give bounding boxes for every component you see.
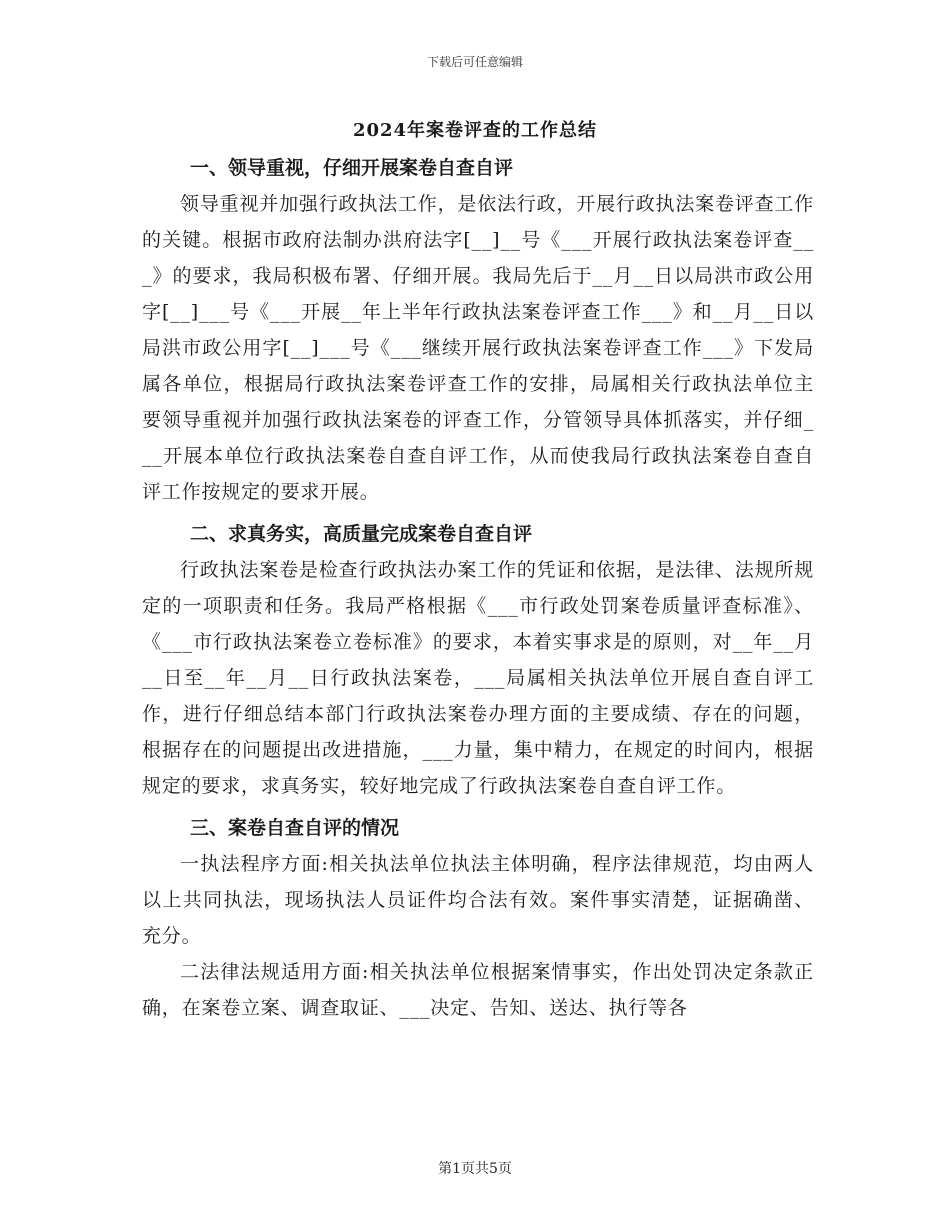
paragraph: 行政执法案卷是检查行政执法办案工作的凭证和依据，是法律、法规所规定的一项职责和任务。我局严格根据《___市行政处罚案卷质量评查标准》、《___市行政执法案卷立卷标准》的要求，本着实事求是的原则，对__年__月__日至__年__月__日行政执法案卷，___局属相关执法单位开展自查自评工作，进行仔细总结本部门行政执法案卷办理方面的主要成绩、存在的问题，根据存在的问题提出改进措施，___力量，集中精力，在规定的时间内，根据规定的要求，求真务实，较好地完成了行政执法案卷自查自评工作。 [142, 559, 814, 797]
page-number-footer: 第1页共5页 [438, 1161, 512, 1177]
section-heading: 一、领导重视，仔细开展案卷自查自评 [190, 157, 514, 179]
header-note: 下载后可任意编辑 [426, 55, 523, 69]
section-heading: 二、求真务实，高质量完成案卷自查自评 [190, 523, 533, 545]
paragraph: 二法律法规适用方面:相关执法单位根据案情事实，作出处罚决定条款正确，在案卷立案、调查取证、___决定、告知、送达、执行等各 [142, 961, 814, 1019]
paragraph: 一执法程序方面:相关执法单位执法主体明确，程序法律规范，均由两人以上共同执法，现场执法人员证件均合法有效。案件事实清楚，证据确凿、充分。 [142, 853, 814, 947]
document-body [142, 144, 814, 1026]
document-title: 2024年案卷评查的工作总结 [352, 120, 598, 141]
section-heading: 三、案卷自查自评的情况 [190, 817, 400, 839]
paragraph: 领导重视并加强行政执法工作，是依法行政，开展行政执法案卷评查工作的关键。根据市政府法制办洪府法字[__]__号《___开展行政执法案卷评查___》的要求，我局积极布署、仔细开展。我局先后于__月__日以局洪市政公用字[__]___号《___开展__年上半年行政执法案卷评查工作___》和__月__日以局洪市政公用字[__]___号《___继续开展行政执法案卷评查工作___》下发局属各单位，根据局行政执法案卷评查工作的安排，局属相关行政执法单位主要领导重视并加强行政执法案卷的评查工作，分管领导具体抓落实，并仔细___开展本单位行政执法案卷自查自评工作，从而使我局行政执法案卷自查自评工作按规定的要求开展。 [142, 193, 814, 503]
